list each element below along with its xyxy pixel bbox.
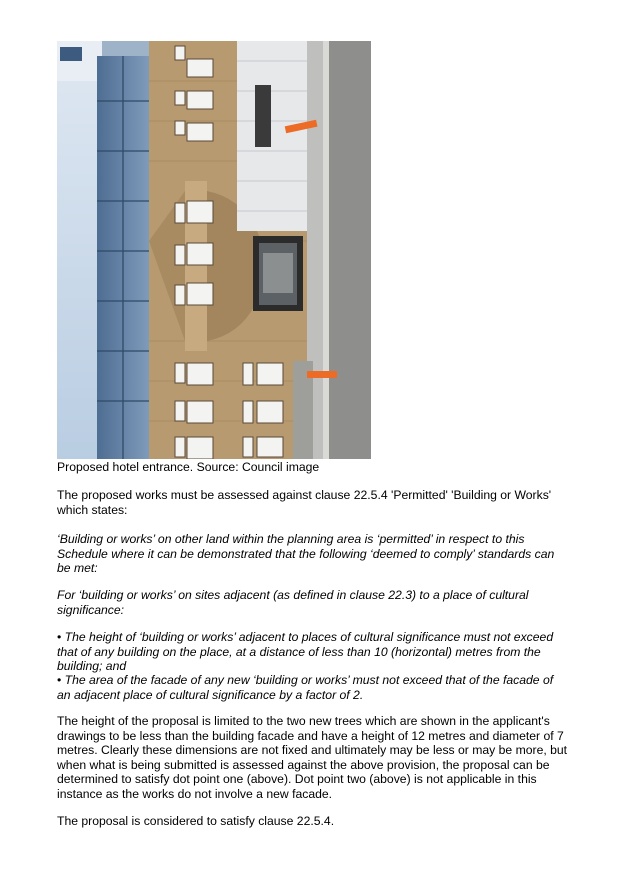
bullet-height: The height of ‘building or works’ adjacent to places of cultural significance must not exceed that of any building on the place, at a distance of less than 10 (horizontal) metres from the building; and [57,630,554,674]
bullet-list-item: • The area of the facade of any new ‘building or works’ must not exceed that of the facade of an adjacent place of cultural significance by a factor of 2. [57,673,554,702]
quote-permitted: ‘Building or works’ on other land within the planning area is ‘permitted’ in respect to this Schedule where it can be demonstrated that the following ‘deemed to comply’ standards can be met: [57,532,555,576]
quote-adjacent-sites: For ‘building or works’ on sites adjacent (as defined in clause 22.3) to a place of cultural significance: [57,588,529,617]
photo-caption: Proposed hotel entrance. Source: Council image [57,460,320,474]
hotel-entrance-photo [57,41,371,459]
conclusion-paragraph: The proposal is considered to satisfy clause 22.5.4. [57,814,335,828]
bullet-list-item: • The height of ‘building or works’ adjacent to places of cultural significance must not exceed that of any building on the place, at a distance of less than 10 (horizontal) metres from the building; and [57,630,554,674]
analysis-paragraph: The height of the proposal is limited to the two new trees which are shown in the applicant's drawings to be less than the building facade and have a height of 12 metres and diameter of 7 metres. Clearly these dimensions are not fixed and ultimately may be less or may be more, but when what is being submitted is assessed against the above provision, the proposal can be determined to satisfy dot point one (above). Dot point two (above) is not applicable in this instance as the works do not involve a new facade. [57,714,568,801]
bullet-facade-area: The area of the facade of any new ‘building or works’ must not exceed that of the facade of an adjacent place of cultural significance by a factor of 2. [57,673,554,702]
intro-paragraph: The proposed works must be assessed against clause 22.5.4 'Permitted' 'Building or Works' which states: [57,488,552,517]
